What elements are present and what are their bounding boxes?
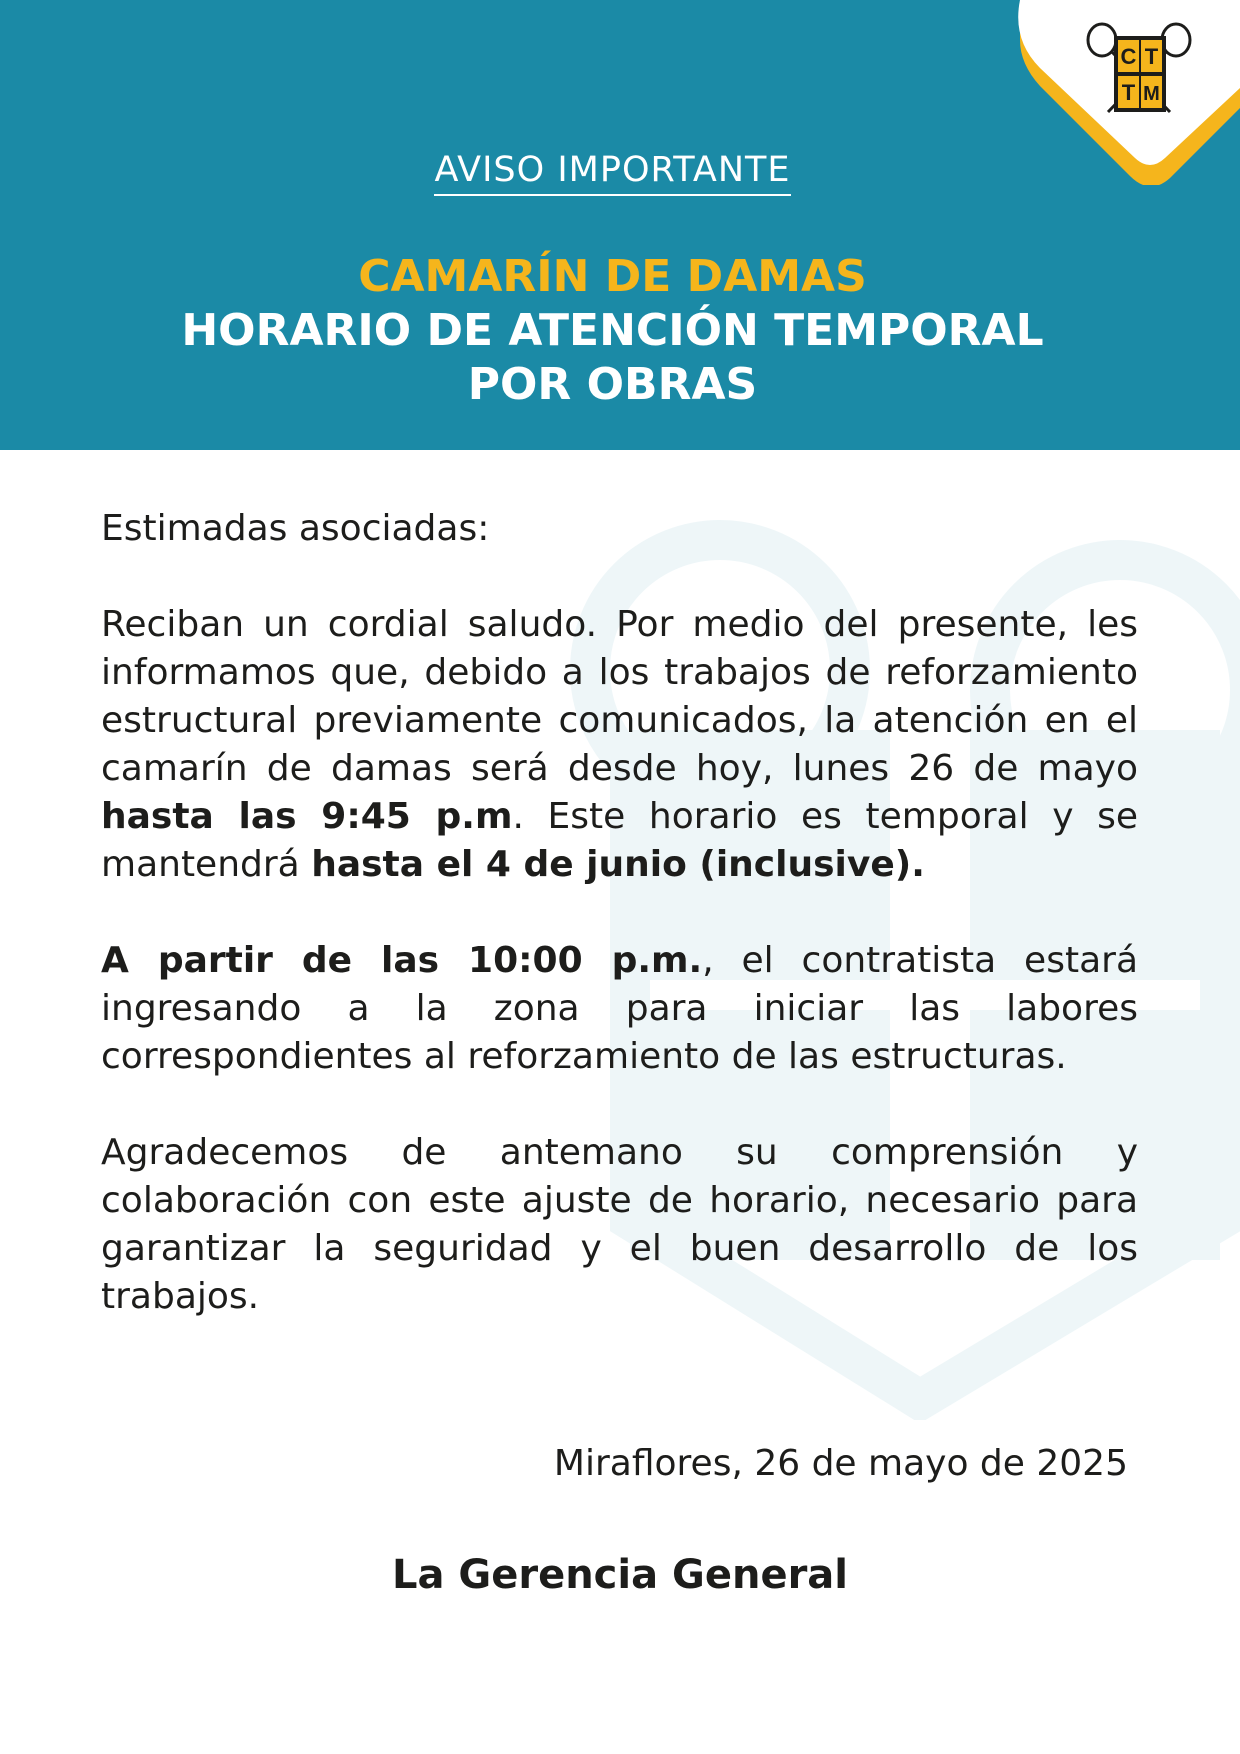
signer-name: La Gerencia General [391,1552,849,1598]
logo-letter-t2: T [1121,80,1136,105]
p2-bold-time: A partir de las 10:00 p.m. [101,940,703,981]
p1-text-a: Reciban un cordial saludo. Por medio del presente, les informamos que, debido a los trabajos de reforzamiento estructural previamente comunicados, la atención en el camarín de damas será desde hoy, lunes 26 de mayo [101,604,1138,789]
paragraph-2 [101,937,1138,1081]
p1-text-c: . Este horario es temporal y se mantendrá [101,796,1138,885]
title-line-3: POR OBRAS [467,359,758,410]
logo-letter-t1: T [1144,44,1159,69]
header-banner [0,0,1240,450]
notice-label-text: AVISO IMPORTANTE [434,150,790,196]
p2-text-b: , el contratista estará ingresando a la zona para iniciar las labores correspondientes al reforzamiento de las estructuras. [101,940,1138,1077]
letter-body [101,505,1138,1369]
logo-letter-m: M [1143,83,1160,105]
p1-bold-date: hasta el 4 de junio (inclusive). [311,844,925,885]
greeting: Estimadas asociadas: [101,508,490,549]
logo-letter-c: C [1120,44,1137,69]
title-line-2: HORARIO DE ATENCIÓN TEMPORAL [181,305,1044,356]
notice-label [0,150,1225,196]
place-date: Miraflores, 26 de mayo de 2025 [553,1443,1128,1484]
title-line-1: CAMARÍN DE DAMAS [358,251,867,302]
p1-bold-time: hasta las 9:45 p.m [101,796,513,837]
paragraph-1 [101,601,1138,889]
notice-title [0,250,1225,412]
paragraph-3: Agradecemos de antemano su comprensión y colaboración con este ajuste de horario, necesario para garantizar la seguridad y el buen desarrollo de los trabajos. [101,1132,1138,1317]
